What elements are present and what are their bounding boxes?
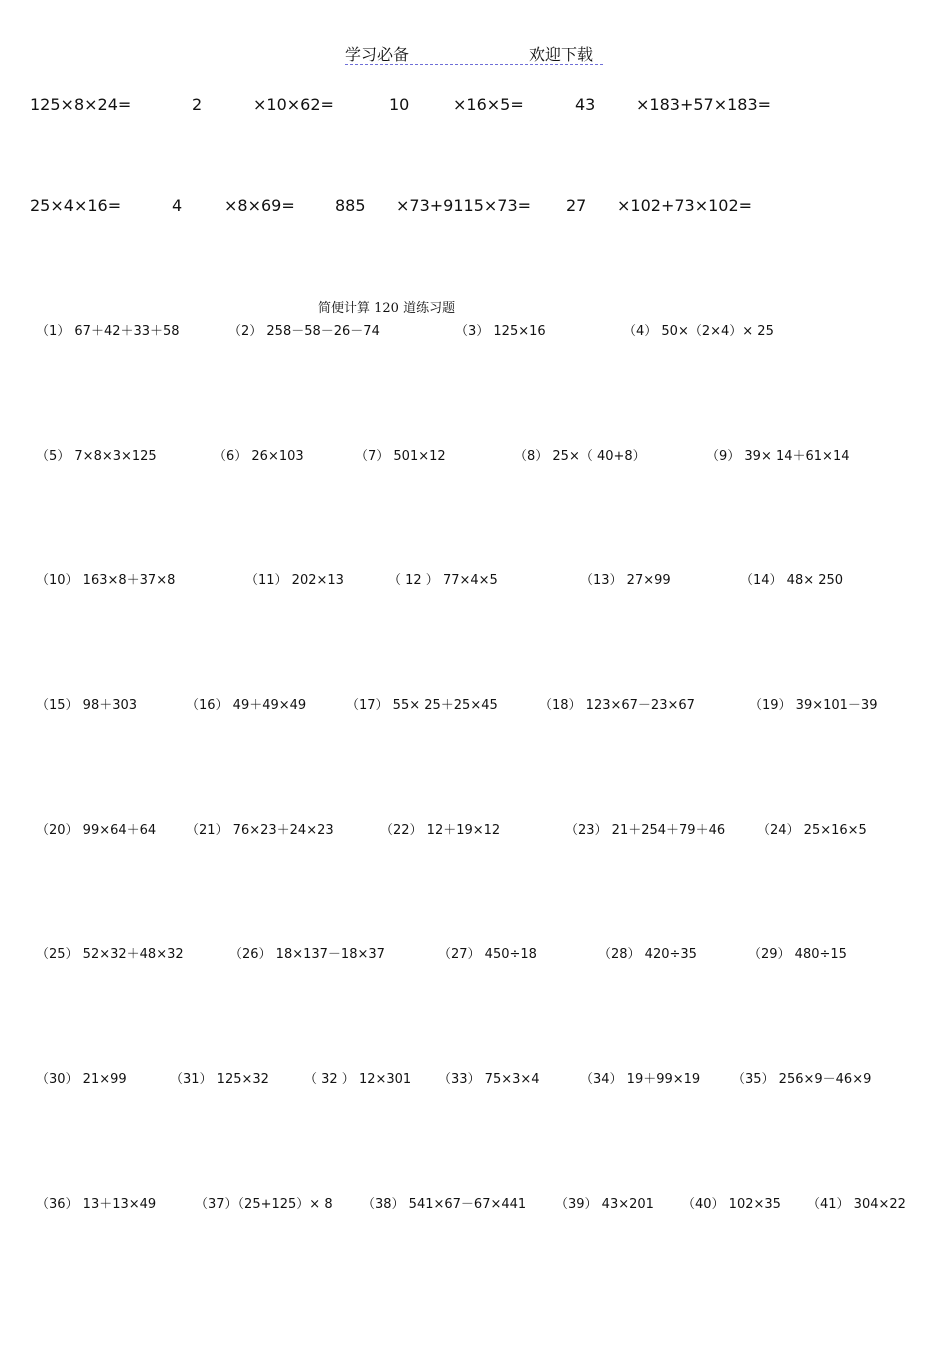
problem-item: （17） 55× 25＋25×45 bbox=[346, 698, 498, 713]
problem-item: （36） 13＋13×49 bbox=[36, 1197, 157, 1212]
big-problem-text: ×102+73×102= bbox=[617, 196, 753, 215]
problem-item: （11） 202×13 bbox=[245, 573, 344, 588]
problem-item: （38） 541×67－67×441 bbox=[362, 1197, 527, 1212]
problem-item: （24） 25×16×5 bbox=[757, 823, 867, 838]
problem-item: （23） 21＋254＋79＋46 bbox=[565, 823, 726, 838]
problem-item: （13） 27×99 bbox=[580, 573, 671, 588]
big-problem-text: 27 bbox=[566, 196, 587, 215]
problem-row-2 bbox=[0, 445, 950, 465]
problem-item: （9） 39× 14＋61×14 bbox=[706, 449, 850, 464]
problem-item: （41） 304×22 bbox=[807, 1197, 906, 1212]
problem-item: （10） 163×8＋37×8 bbox=[36, 573, 176, 588]
big-problem-text: 885 bbox=[335, 196, 366, 215]
problem-item: （21） 76×23＋24×23 bbox=[186, 823, 334, 838]
problem-row-7 bbox=[0, 1068, 950, 1088]
problem-item: （33） 75×3×4 bbox=[438, 1072, 540, 1087]
problem-item: （7） 501×12 bbox=[355, 449, 446, 464]
problem-item: （20） 99×64＋64 bbox=[36, 823, 157, 838]
problem-item: （25） 52×32＋48×32 bbox=[36, 947, 184, 962]
header-right-text: 欢迎下载 bbox=[529, 45, 594, 64]
problem-item: （14） 48× 250 bbox=[740, 573, 844, 588]
problem-row-6 bbox=[0, 943, 950, 963]
big-problem-text: 25×4×16= bbox=[30, 196, 122, 215]
problem-row-5 bbox=[0, 819, 950, 839]
big-problem-text: ×10×62= bbox=[253, 95, 334, 114]
problem-item: （5） 7×8×3×125 bbox=[36, 449, 157, 464]
problem-item: （3） 125×16 bbox=[455, 324, 546, 339]
problem-row-4 bbox=[0, 694, 950, 714]
problem-item: （15） 98＋303 bbox=[36, 698, 138, 713]
big-problem-text: ×183+57×183= bbox=[636, 95, 772, 114]
big-problem-text: ×16×5= bbox=[453, 95, 524, 114]
big-problem-text: 43 bbox=[575, 95, 596, 114]
big-problem-text: 10 bbox=[389, 95, 410, 114]
problem-row-1 bbox=[0, 320, 950, 340]
worksheet-title: 简便计算 120 道练习题 bbox=[318, 301, 456, 316]
big-problem-row-2 bbox=[0, 196, 950, 220]
problem-item: （27） 450÷18 bbox=[438, 947, 537, 962]
problem-item: （1） 67＋42＋33＋58 bbox=[36, 324, 180, 339]
problem-item: （30） 21×99 bbox=[36, 1072, 127, 1087]
big-problem-text: ×8×69= bbox=[224, 196, 295, 215]
problem-item: （8） 25×（ 40+8） bbox=[514, 449, 646, 464]
problem-row-3 bbox=[0, 569, 950, 589]
problem-item: （16） 49＋49×49 bbox=[186, 698, 307, 713]
problem-item: （31） 125×32 bbox=[170, 1072, 269, 1087]
big-problem-row-1 bbox=[0, 95, 950, 119]
problem-item: （4） 50×（2×4）× 25 bbox=[623, 324, 774, 339]
problem-item: （29） 480÷15 bbox=[748, 947, 847, 962]
big-problem-text: ×73+9115×73= bbox=[396, 196, 532, 215]
problem-item: （ 32 ） 12×301 bbox=[304, 1072, 412, 1087]
problem-item: （22） 12＋19×12 bbox=[380, 823, 501, 838]
big-problem-text: 2 bbox=[192, 95, 203, 114]
problem-item: （28） 420÷35 bbox=[598, 947, 697, 962]
page-header bbox=[345, 42, 603, 65]
problem-item: （ 12 ） 77×4×5 bbox=[388, 573, 498, 588]
big-problem-text: 125×8×24= bbox=[30, 95, 132, 114]
problem-item: （6） 26×103 bbox=[213, 449, 304, 464]
problem-item: （37）（25+125）× 8 bbox=[195, 1197, 333, 1212]
problem-item: （2） 258－58－26－74 bbox=[228, 324, 380, 339]
problem-row-8 bbox=[0, 1193, 950, 1213]
problem-item: （39） 43×201 bbox=[555, 1197, 654, 1212]
problem-item: （18） 123×67－23×67 bbox=[539, 698, 695, 713]
problem-item: （40） 102×35 bbox=[682, 1197, 781, 1212]
big-problem-text: 4 bbox=[172, 196, 183, 215]
problem-item: （26） 18×137－18×37 bbox=[229, 947, 385, 962]
problem-item: （35） 256×9－46×9 bbox=[732, 1072, 872, 1087]
problem-item: （19） 39×101－39 bbox=[749, 698, 878, 713]
problem-item: （34） 19＋99×19 bbox=[580, 1072, 701, 1087]
header-left-text: 学习必备 bbox=[345, 45, 410, 64]
